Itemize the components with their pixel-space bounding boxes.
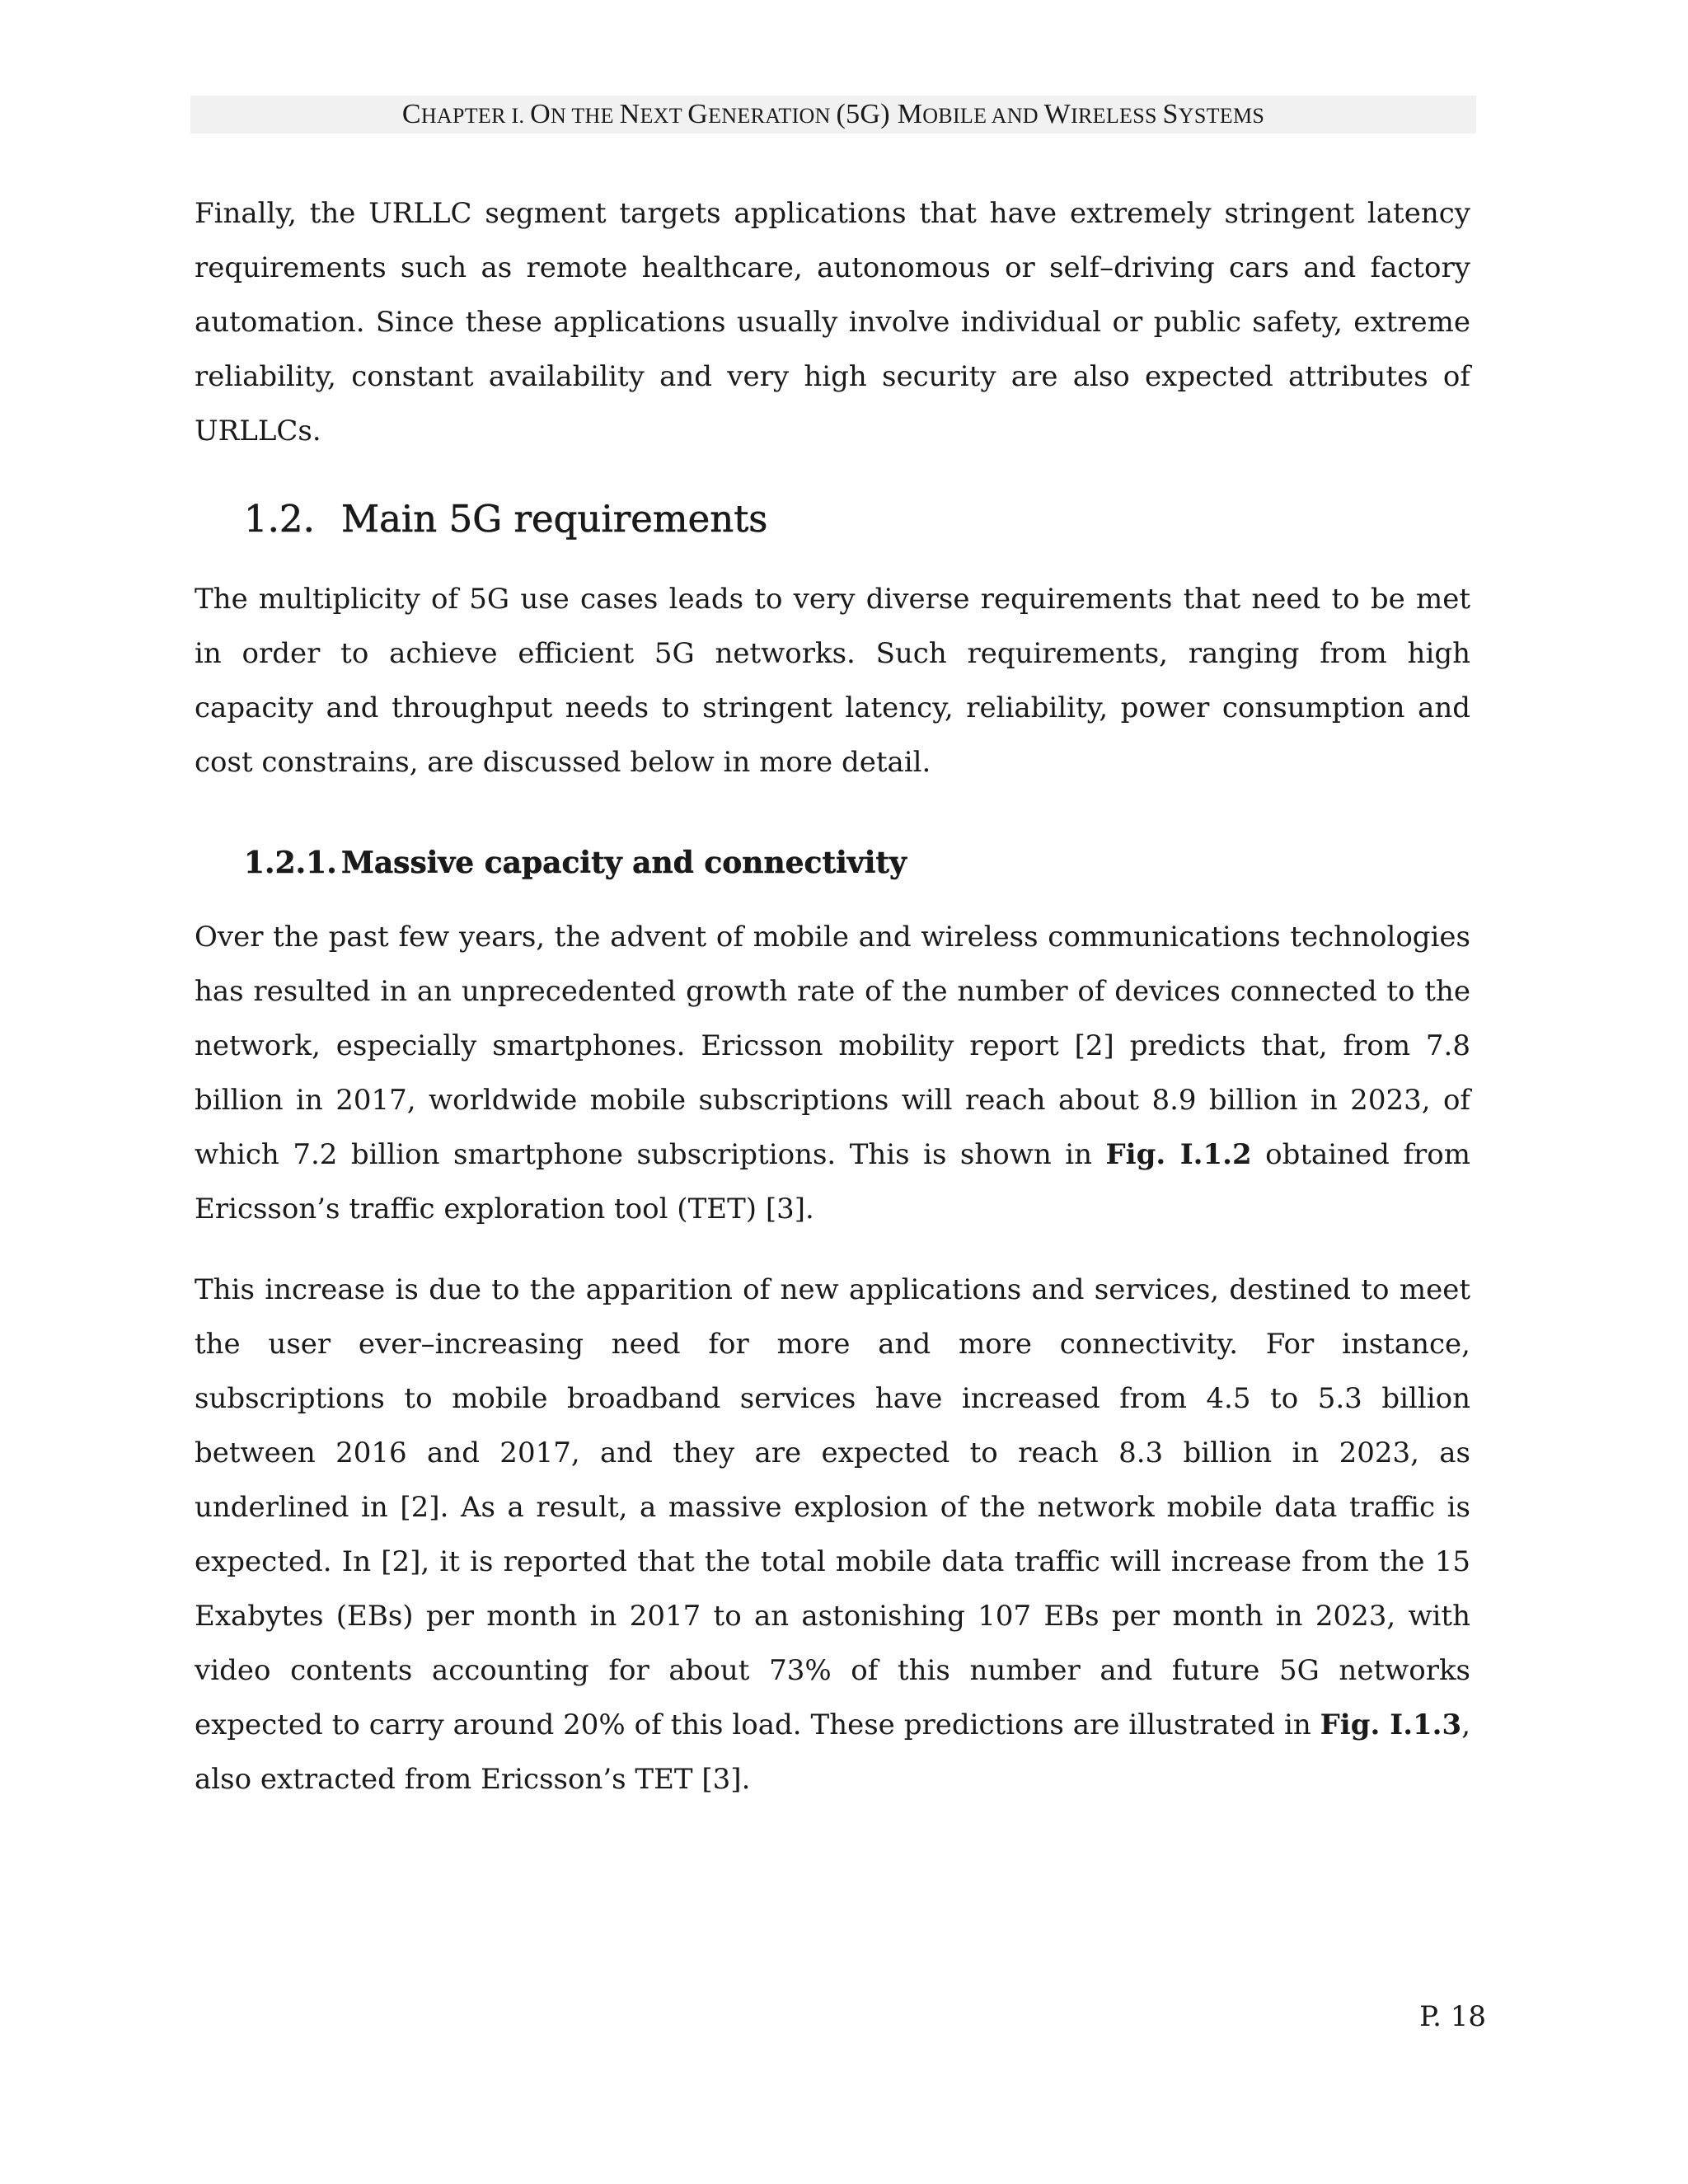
subsection-body-2	[195, 1263, 1470, 1807]
para1-text-before: Over the past few years, the advent of mobile and wireless communications technologies has resulted in an unprecedented growth rate of the number of devices connected to the network, especially smartphones. Ericsson mobility report [2] predicts that, from 7.8 billion in 2017, worldwide mobile subscriptions will reach about 8.9 billion in 2023, of which 7.2 billion smartphone subscriptions. This is shown in	[195, 921, 1470, 1171]
subsection-body-1	[195, 910, 1470, 1236]
figure-ref-1-3: Fig. I.1.3	[1320, 1708, 1462, 1741]
subsection-heading	[244, 842, 907, 883]
section-body	[195, 572, 1470, 790]
subsection-paragraph-2	[195, 1263, 1470, 1807]
subsection-paragraph-1	[195, 910, 1470, 1236]
subsection-title: Massive capacity and connectivity	[341, 846, 907, 880]
page-number: P. 18	[1419, 2000, 1486, 2033]
header-part: NEXT	[619, 99, 688, 129]
intro-paragraph: Finally, the URLLC segment targets applications that have extremely stringent latency requirements such as remote healthcare, autonomous or self–driving cars and factory automation. Since these applications usually involve individual or public safety, extreme reliability, constant availability and very high security are also expected attributes of URLLCs.	[195, 197, 1470, 448]
header-part: (5G) MOBILE AND	[836, 99, 1044, 129]
subsection-number: 1.2.1.	[244, 846, 337, 880]
header-part: ON THE	[530, 99, 620, 129]
header-part: GENERATION	[687, 99, 837, 129]
para2-text-after: , also extracted from Ericsson’s TET [3].	[195, 1708, 1470, 1796]
intro-block	[195, 186, 1470, 458]
header-part: SYSTEMS	[1162, 99, 1265, 129]
section-number: 1.2.	[244, 497, 315, 541]
para1-text-after: obtained from Ericsson’s traffic exploration tool (TET) [3].	[195, 1138, 1470, 1226]
figure-ref-1-2: Fig. I.1.2	[1105, 1138, 1252, 1171]
section-paragraph: The multiplicity of 5G use cases leads to very diverse requirements that need to be met in order to achieve efficient 5G networks. Such requirements, ranging from high capacity and throughput needs to stringent latency, reliability, power consumption and cost constrains, are discussed below in more detail.	[195, 583, 1470, 779]
running-header	[190, 96, 1476, 134]
header-part: WIRELESS	[1043, 99, 1163, 129]
section-title: Main 5G requirements	[341, 497, 768, 541]
section-heading	[244, 494, 767, 544]
header-part: CHAPTER I.	[401, 99, 531, 129]
para2-text-before: This increase is due to the apparition of new applications and services, destined to meet the user ever–increasing need for more and more connectivity. For instance, subscriptions to mobile broadband services have increased from 4.5 to 5.3 billion between 2016 and 2017, and they are expected to reach 8.3 billion in 2023, as underlined in [2]. As a result, a massive explosion of the network mobile data traffic is expected. In [2], it is reported that the total mobile data traffic will increase from the 15 Exabytes (EBs) per month in 2017 to an astonishing 107 EBs per month in 2023, with video contents accounting for about 73% of this number and future 5G networks expected to carry around 20% of this load. These predictions are illustrated in	[195, 1273, 1470, 1741]
